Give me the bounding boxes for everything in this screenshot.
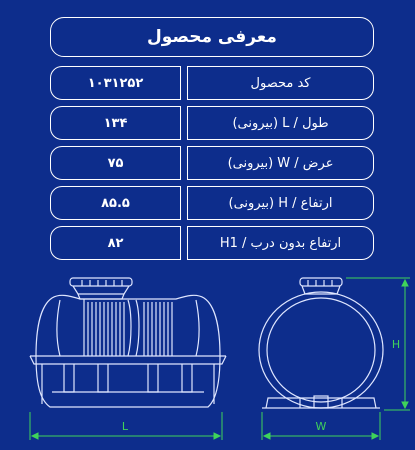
page-title: معرفی محصول: [50, 17, 374, 57]
spec-label: کد محصول: [187, 66, 374, 100]
height-dimension-label: H: [391, 338, 401, 351]
spec-label: ارتفاع بدون درب / H1: [187, 226, 374, 260]
tank-side-view: [259, 278, 383, 408]
spec-label: ارتفاع / H (بیرونی): [187, 186, 374, 220]
spec-value: ۱۰۳۱۲۵۲: [50, 66, 181, 100]
spec-label: عرض / W (بیرونی): [187, 146, 374, 180]
spec-label: طول / L (بیرونی): [187, 106, 374, 140]
spec-value: ۷۵: [50, 146, 181, 180]
spec-value: ۸۲: [50, 226, 181, 260]
spec-value: ۱۳۴: [50, 106, 181, 140]
spec-value: ۸۵.۵: [50, 186, 181, 220]
tank-front-view: [30, 278, 226, 407]
width-dimension-label: W: [315, 420, 327, 433]
length-dimension-label: L: [121, 420, 129, 433]
